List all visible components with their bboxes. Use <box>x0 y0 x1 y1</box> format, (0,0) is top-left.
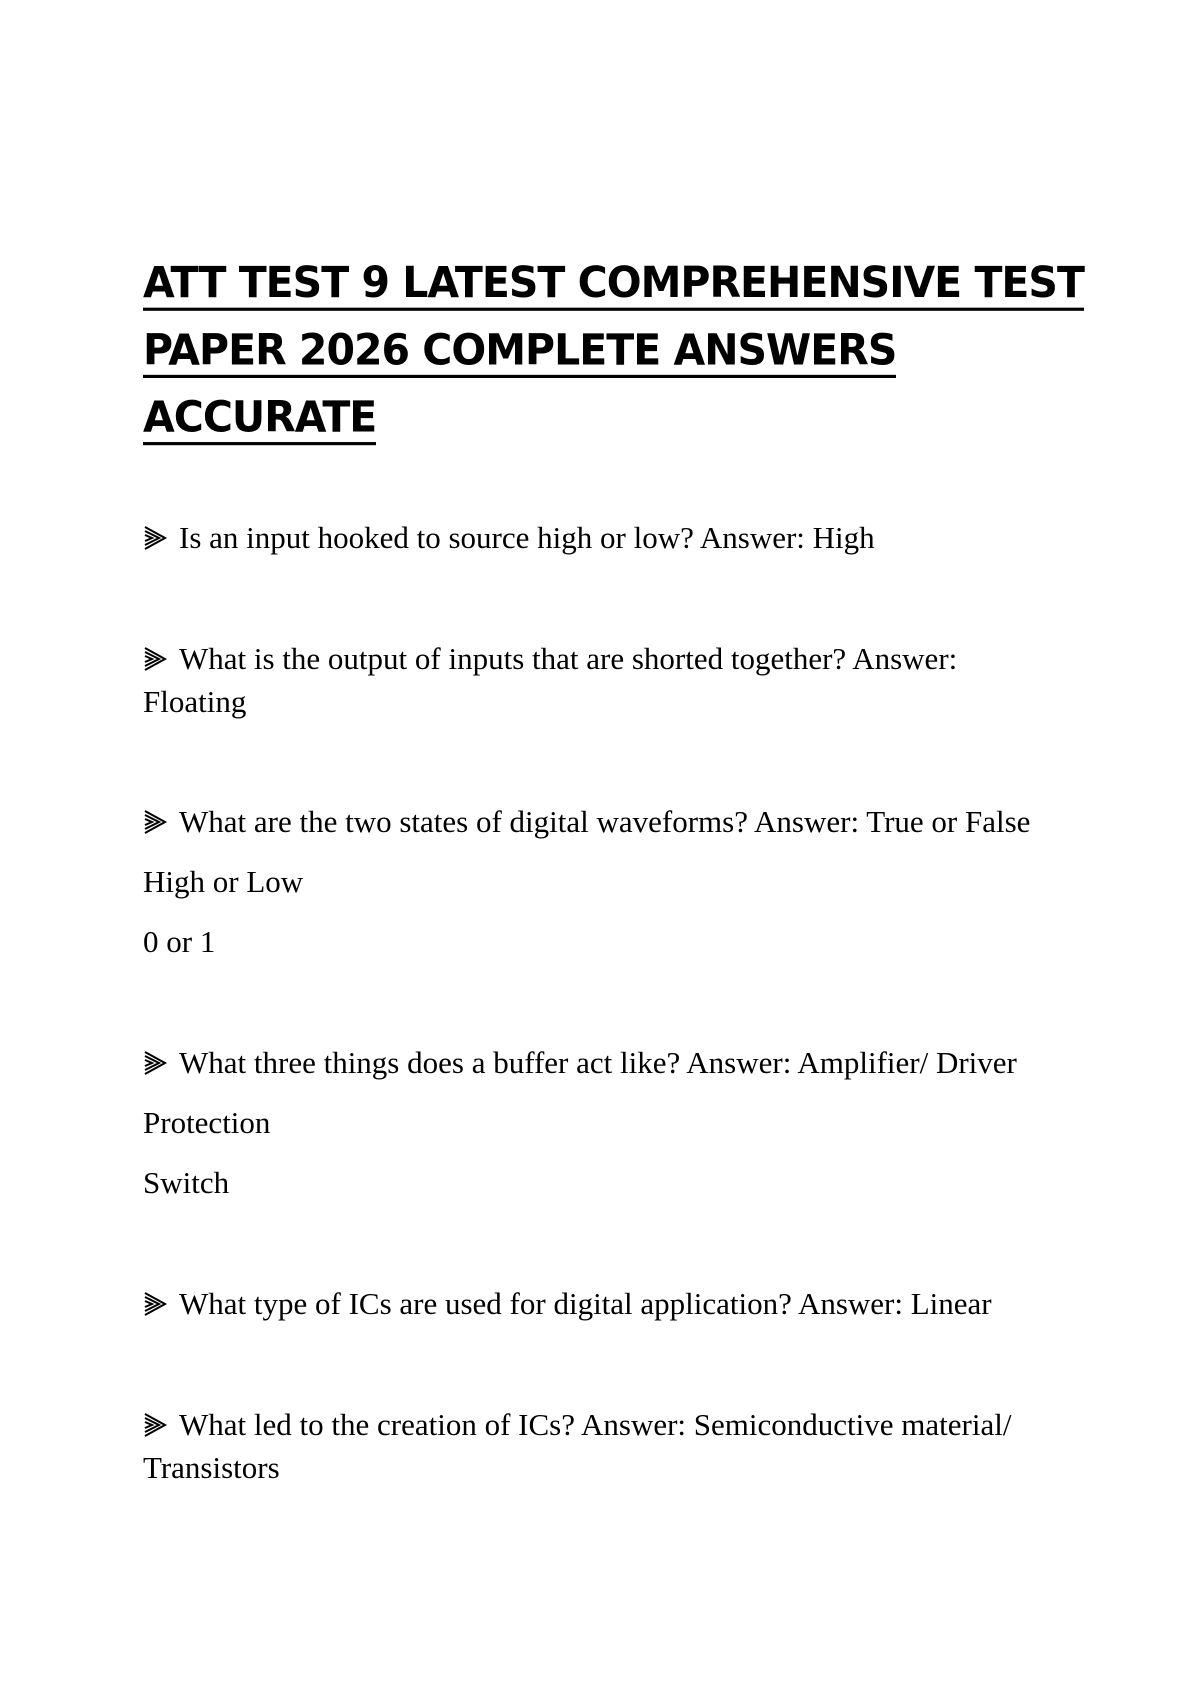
qa-answer-extra: 0 or 1 <box>143 924 216 959</box>
qa-text: What type of ICs are used for digital application? Answer: Linear <box>179 1286 992 1321</box>
title-line-3: ACCURATE <box>143 393 376 446</box>
triple-chevron-right-icon <box>143 809 173 835</box>
qa-question-line <box>143 637 1073 680</box>
triple-chevron-right-icon <box>143 646 173 672</box>
title-line-2: PAPER 2026 COMPLETE ANSWERS <box>143 326 896 379</box>
qa-item-1 <box>143 516 1073 559</box>
qa-text: What three things does a buffer act like? Answer: Amplifier/ Driver <box>179 1045 1017 1080</box>
triple-chevron-right-icon <box>143 1291 173 1317</box>
qa-text: What are the two states of digital waveforms? Answer: True or False <box>179 804 1031 839</box>
qa-item-3 <box>143 800 1073 963</box>
qa-answer-extra: High or Low <box>143 864 304 899</box>
qa-question-line <box>143 1041 1073 1084</box>
qa-answer-extra: Protection <box>143 1105 271 1140</box>
qa-answer-extra: Switch <box>143 1165 230 1200</box>
document-title <box>143 252 1084 454</box>
triple-chevron-right-icon <box>143 1050 173 1076</box>
title-line-1: ATT TEST 9 LATEST COMPREHENSIVE TEST <box>143 258 1084 311</box>
qa-item-4 <box>143 1041 1073 1204</box>
qa-item-5 <box>143 1282 1073 1325</box>
triple-chevron-right-icon <box>143 525 173 551</box>
qa-question-line <box>143 516 1073 559</box>
qa-question-line <box>143 800 1073 843</box>
qa-text: What is the output of inputs that are shorted together? Answer: <box>179 641 958 676</box>
qa-text: Is an input hooked to source high or low? Answer: High <box>179 520 875 555</box>
qa-continuation: Floating <box>143 684 247 719</box>
qa-question-line <box>143 1403 1073 1446</box>
qa-item-6 <box>143 1403 1073 1489</box>
qa-continuation: Transistors <box>143 1450 280 1485</box>
triple-chevron-right-icon <box>143 1412 173 1438</box>
qa-question-line <box>143 1282 1073 1325</box>
qa-item-2 <box>143 637 1073 723</box>
qa-text: What led to the creation of ICs? Answer: Semiconductive material/ <box>179 1407 1012 1442</box>
